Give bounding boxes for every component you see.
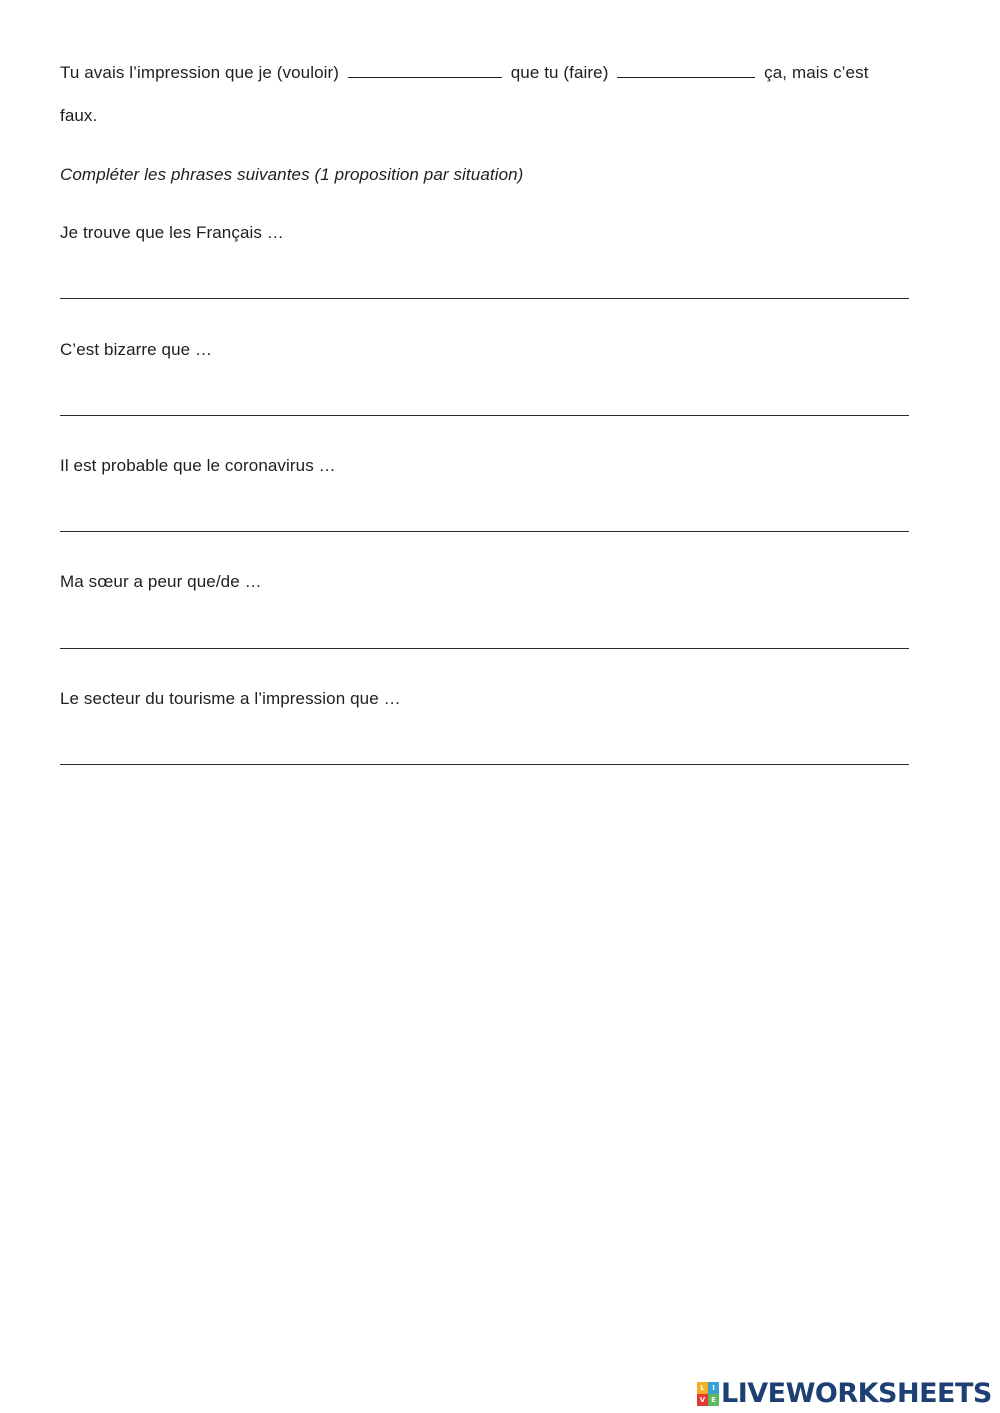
answer-line-2[interactable] bbox=[60, 415, 909, 416]
logo-badge-l: L bbox=[697, 1382, 708, 1394]
logo-badge-v: V bbox=[697, 1394, 708, 1406]
liveworksheets-logo[interactable] bbox=[697, 1378, 992, 1409]
logo-text: LIVEWORKSHEETS bbox=[721, 1378, 992, 1409]
exercise1-continuation: faux. bbox=[60, 106, 98, 125]
logo-badge-e: E bbox=[708, 1394, 719, 1406]
answer-line-3[interactable] bbox=[60, 531, 909, 532]
prompt-coronavirus: Il est probable que le coronavirus … bbox=[60, 456, 336, 475]
logo-badge-i: I bbox=[708, 1382, 719, 1394]
prompt-bizarre: C’est bizarre que … bbox=[60, 340, 213, 359]
sentence-part-2: que tu (faire) bbox=[510, 63, 609, 82]
exercise1-sentence bbox=[60, 61, 869, 84]
prompt-tourisme: Le secteur du tourisme a l’impression que … bbox=[60, 689, 401, 708]
exercise2-instruction: Compléter les phrases suivantes (1 proposition par situation) bbox=[60, 165, 524, 184]
prompt-francais: Je trouve que les Français … bbox=[60, 223, 284, 242]
answer-line-5[interactable] bbox=[60, 764, 909, 765]
blank-faire[interactable] bbox=[617, 61, 755, 78]
prompt-soeur: Ma sœur a peur que/de … bbox=[60, 572, 262, 591]
logo-badge-icon bbox=[697, 1382, 719, 1406]
answer-line-4[interactable] bbox=[60, 648, 909, 649]
blank-vouloir[interactable] bbox=[348, 61, 502, 78]
sentence-part-3: ça, mais c’est bbox=[764, 63, 869, 82]
answer-line-1[interactable] bbox=[60, 298, 909, 299]
sentence-part-1: Tu avais l’impression que je (vouloir) bbox=[60, 63, 340, 82]
